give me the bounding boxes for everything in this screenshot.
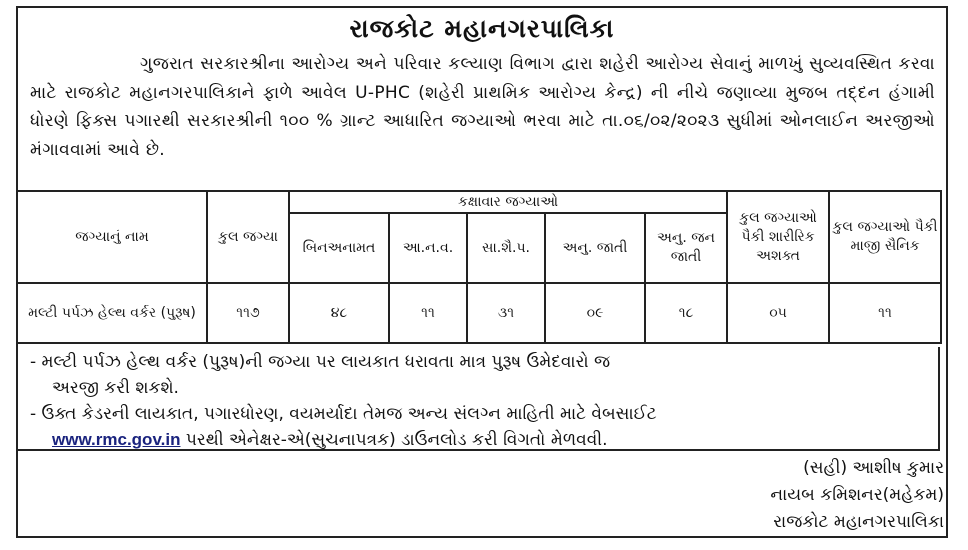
signature-block — [770, 455, 944, 536]
notice-paragraph: ગુજરાત સરકારશ્રીના આરોગ્ય અને પરિવાર કલ્યાણ વિભાગ દ્વારા શહેરી આરોગ્ય સેવાનું માળખું સુવ્યવસ્થિત કરવા માટે રાજકોટ મહાનગરપાલિકાને ફાળે આવેલ U-PHC (શહેરી પ્રાથમિક આરોગ્ય કેન્દ્ર) ની નીચે જણાવ્યા મુજબ તદ્દન હંગામી ધોરણે ફિક્સ પગારથી સરકારશ્રીની ૧૦૦ % ગ્રાન્ટ આધારિત જગ્યાઓ ભરવા માટે તા.૦૬/૦૨/૨૦૨૩ સુધીમાં ઓનલાઈન અરજીઓ મંગાવવામાં આવે છે. — [30, 54, 935, 160]
cell-disabled: ૦૫ — [727, 283, 829, 343]
header-st: અનુ. જન જાતી — [645, 213, 727, 283]
header-post-name: જગ્યાનું નામ — [17, 191, 207, 283]
note2-line2: પરથી એનેક્ષર-એ(સુચનાપત્રક) ડાઉનલોડ કરી વિગતો મેળવવી. — [180, 430, 608, 450]
cell-ex-servicemen: ૧૧ — [829, 283, 941, 343]
cell-post-name: મલ્ટી પર્પઝ હેલ્થ વર્કર (પુરૂષ) — [17, 283, 207, 343]
table-row — [17, 283, 941, 343]
signature-name: (સહી) આશીષ કુમાર — [803, 458, 944, 478]
note1-line2: અરજી કરી શકશે. — [52, 378, 179, 398]
header-general: બિનઅનામત — [289, 213, 389, 283]
cell-st: ૧૮ — [645, 283, 727, 343]
header-sebc: સા.શૈ.પ. — [467, 213, 545, 283]
notes-section — [16, 347, 940, 451]
header-total-posts: કુલ જગ્યા — [207, 191, 289, 283]
header-disabled: કુલ જગ્યાઓ પૈકી શારીરિક અશક્ત — [727, 191, 829, 283]
note2-line1: - ઉક્ત કેડરની લાયકાત, પગારધોરણ, વયમર્યાદા તેમજ અન્ય સંલગ્ન માહિતી માટે વેબસાઈટ — [30, 404, 657, 424]
note-eligibility — [30, 349, 920, 401]
header-category-group: કક્ષાવાર જગ્યાઓ — [289, 191, 727, 213]
cell-ews: ૧૧ — [389, 283, 467, 343]
cell-general: ૪૮ — [289, 283, 389, 343]
cell-total-posts: ૧૧૭ — [207, 283, 289, 343]
header-ews: આ.ન.વ. — [389, 213, 467, 283]
signature-organization: રાજકોટ મહાનગરપાલિકા — [773, 512, 944, 532]
signature-designation: નાયબ કમિશનર(મહેકમ) — [770, 485, 944, 505]
website-link[interactable]: www.rmc.gov.in — [52, 430, 181, 449]
note-website — [30, 401, 920, 453]
cell-sebc: ૩૧ — [467, 283, 545, 343]
cell-sc: ૦૯ — [545, 283, 645, 343]
header-ex-servicemen: કુલ જગ્યાઓ પૈકી માજી સૈનિક — [829, 191, 941, 283]
vacancy-table — [16, 190, 942, 344]
notice-title: રાજકોટ મહાનગરપાલિકા — [349, 14, 615, 43]
note1-line1: - મલ્ટી પર્પઝ હેલ્થ વર્કર (પુરૂષ)ની જગ્યા પર લાયકાત ધરાવતા માત્ર પુરૂષ ઉમેદવારો જ — [30, 352, 611, 372]
header-sc: અનુ. જાતી — [545, 213, 645, 283]
